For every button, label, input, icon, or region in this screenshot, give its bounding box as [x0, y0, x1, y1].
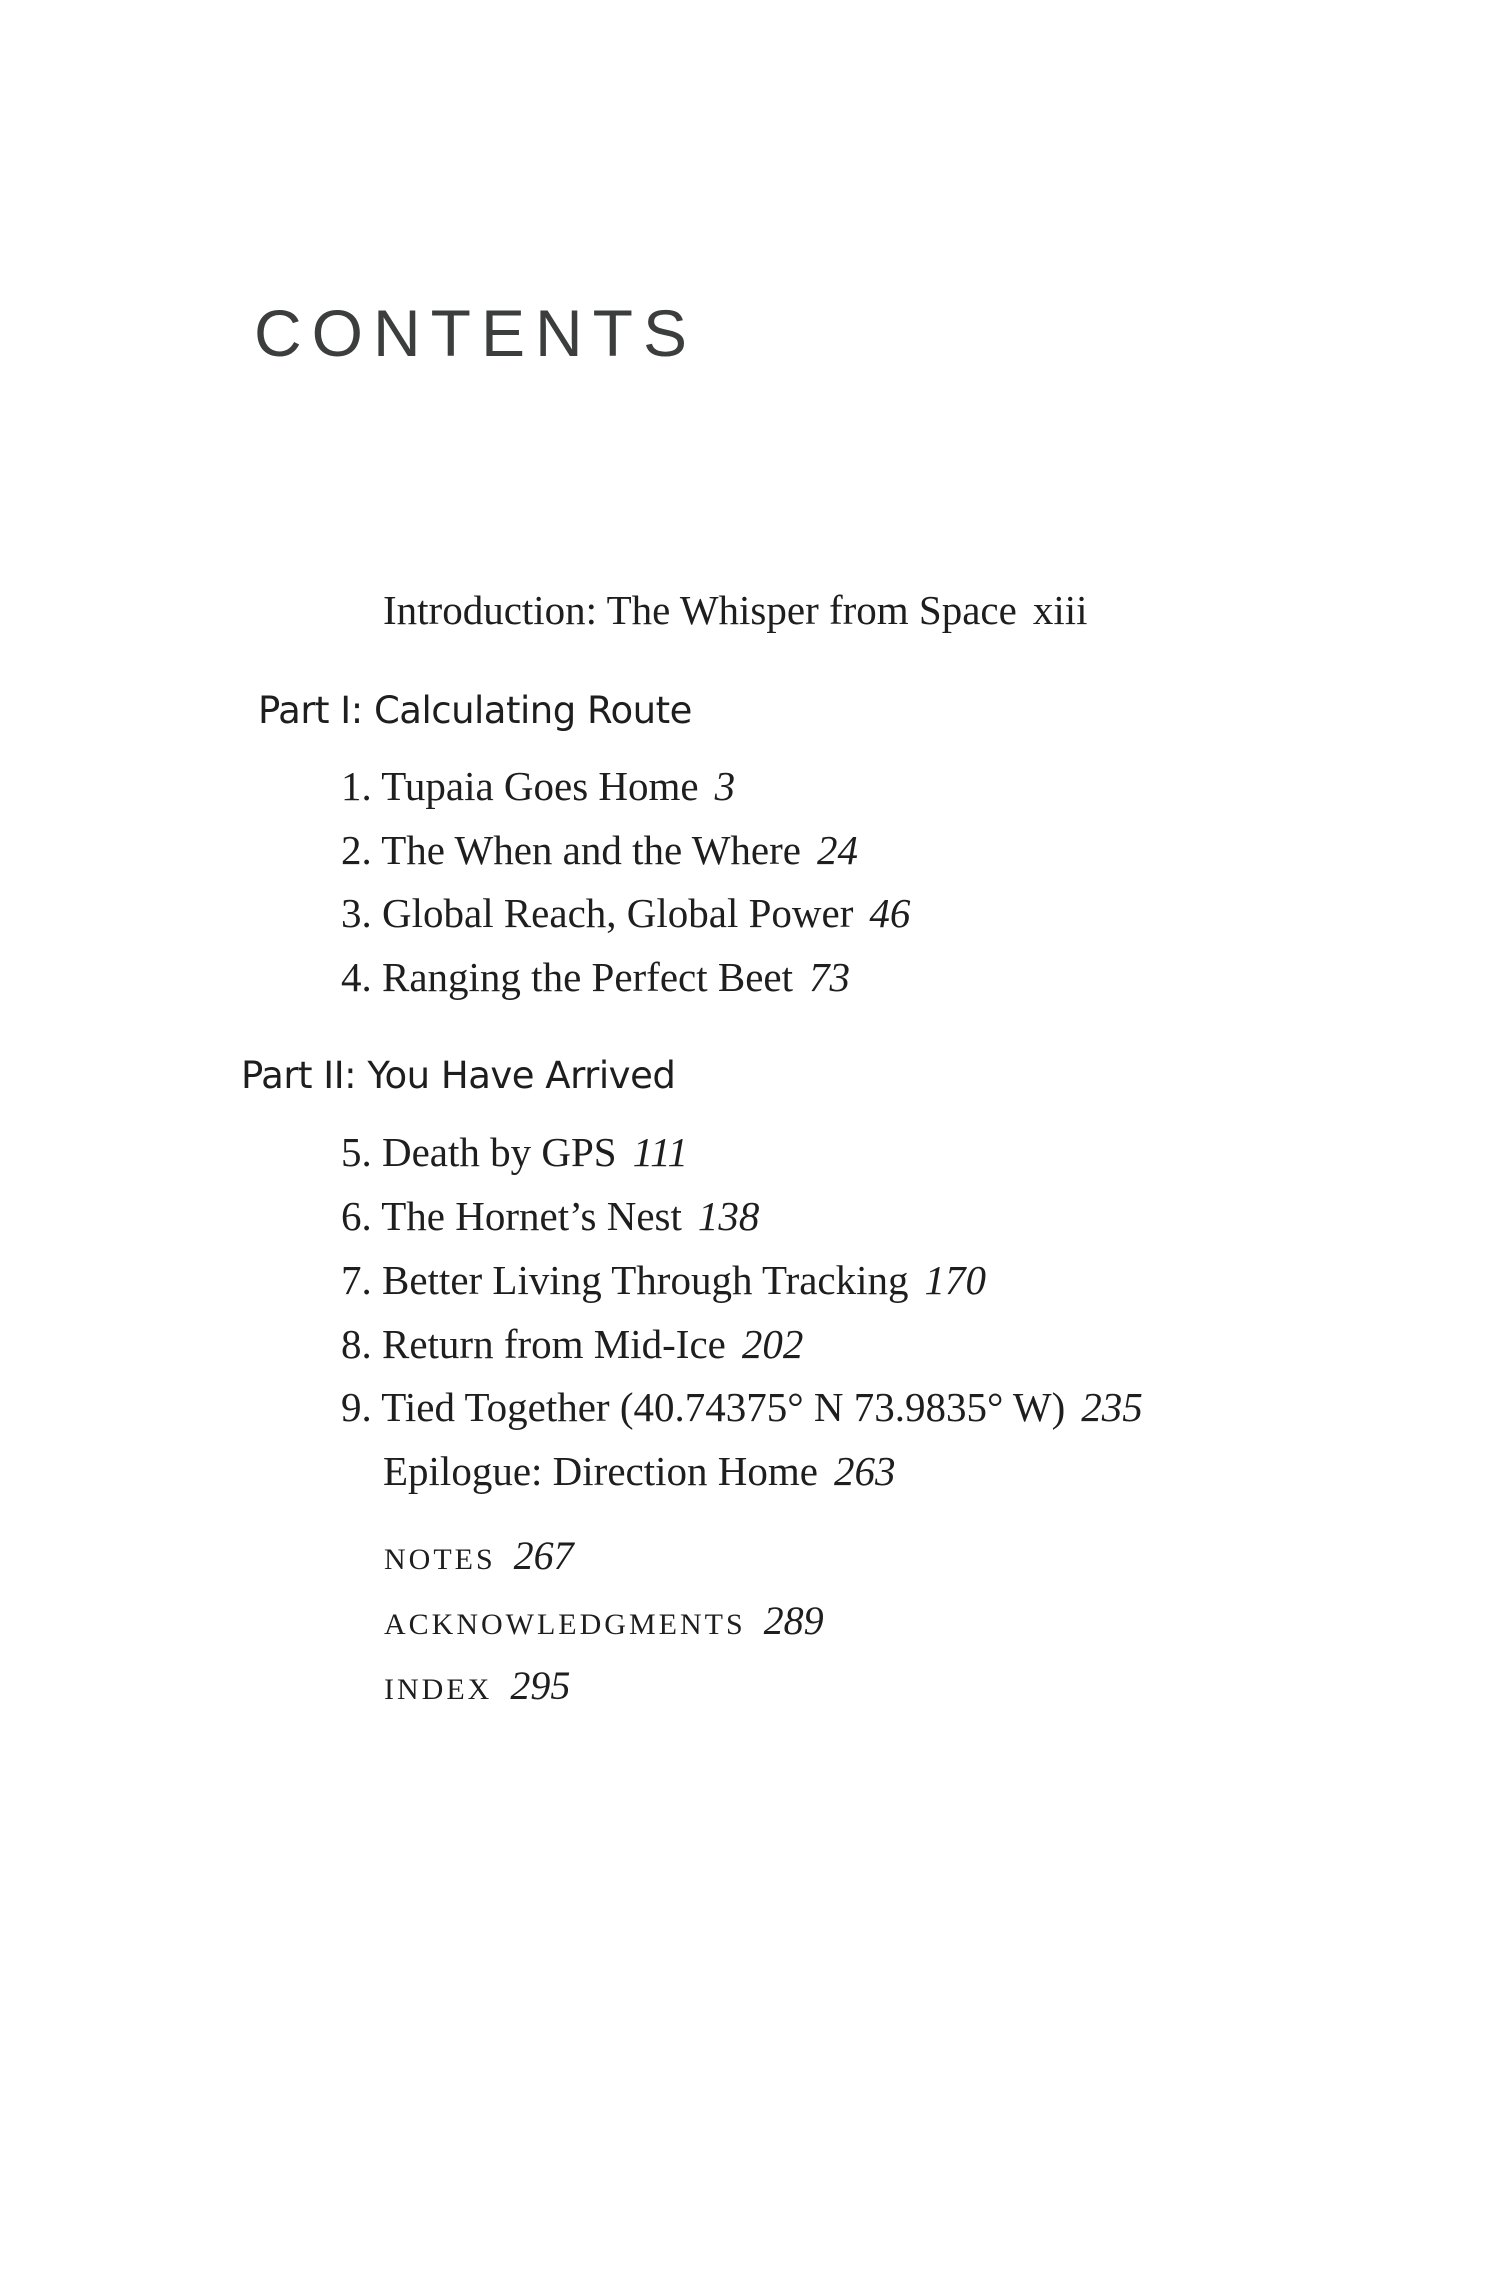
entry-title: Return from Mid-Ice	[382, 1321, 726, 1367]
toc-entry-notes[interactable]	[384, 1533, 574, 1578]
entry-title: Global Reach, Global Power	[382, 890, 854, 936]
part-heading-2: Part II: You Have Arrived	[241, 1054, 676, 1097]
entry-title: The When and the Where	[381, 827, 801, 873]
entry-page: 263	[833, 1448, 896, 1494]
entry-page: 3	[714, 763, 736, 809]
entry-page: 24	[816, 827, 858, 873]
chapter-number: 5.	[341, 1129, 372, 1175]
chapter-number: 4.	[341, 954, 372, 1000]
entry-page: 111	[632, 1129, 689, 1175]
entry-title: Introduction: The Whisper from Space	[383, 587, 1017, 633]
part-heading-1: Part I: Calculating Route	[258, 689, 692, 732]
entry-page: 289	[763, 1598, 824, 1643]
entry-page: 267	[513, 1533, 574, 1578]
entry-title: NOTES	[384, 1543, 496, 1576]
toc-entry-chapter-4[interactable]	[341, 954, 851, 1000]
chapter-number: 7.	[341, 1257, 372, 1303]
toc-entry-chapter-3[interactable]	[341, 890, 911, 936]
entry-page: 73	[809, 954, 851, 1000]
entry-title: Ranging the Perfect Beet	[382, 954, 794, 1000]
toc-entry-chapter-5[interactable]	[341, 1129, 689, 1175]
entry-title: Epilogue: Direction Home	[383, 1448, 818, 1494]
entry-title: The Hornet’s Nest	[381, 1193, 682, 1239]
chapter-number: 1.	[341, 763, 372, 809]
toc-entry-chapter-6[interactable]	[341, 1193, 760, 1239]
page-title: CONTENTS	[254, 296, 697, 370]
entry-page: 295	[510, 1663, 571, 1708]
chapter-number: 6.	[341, 1193, 372, 1239]
chapter-number: 8.	[341, 1321, 372, 1367]
toc-entry-chapter-1[interactable]	[341, 763, 736, 809]
chapter-number: 9.	[341, 1384, 372, 1430]
entry-title: ACKNOWLEDGMENTS	[384, 1608, 746, 1641]
entry-page: 170	[924, 1257, 987, 1303]
chapter-number: 3.	[341, 890, 372, 936]
entry-page: xiii	[1032, 587, 1088, 633]
entry-title: Tied Together (40.74375° N 73.9835° W)	[381, 1384, 1066, 1430]
toc-entry-chapter-8[interactable]	[341, 1321, 804, 1367]
toc-entry-epilogue[interactable]	[383, 1448, 896, 1494]
toc-entry-index[interactable]	[384, 1663, 571, 1708]
entry-title: Tupaia Goes Home	[381, 763, 699, 809]
toc-entry-chapter-2[interactable]	[341, 827, 858, 873]
entry-title: Better Living Through Tracking	[382, 1257, 909, 1303]
entry-page: 202	[741, 1321, 804, 1367]
toc-entry-introduction[interactable]	[383, 587, 1088, 633]
entry-title: Death by GPS	[382, 1129, 617, 1175]
toc-entry-chapter-7[interactable]	[341, 1257, 987, 1303]
chapter-number: 2.	[341, 827, 372, 873]
toc-entry-chapter-9[interactable]	[341, 1384, 1143, 1430]
entry-page: 235	[1081, 1384, 1143, 1430]
entry-page: 138	[697, 1193, 760, 1239]
toc-entry-acknowledgments[interactable]	[384, 1598, 824, 1643]
entry-title: INDEX	[384, 1673, 493, 1706]
entry-page: 46	[869, 890, 911, 936]
